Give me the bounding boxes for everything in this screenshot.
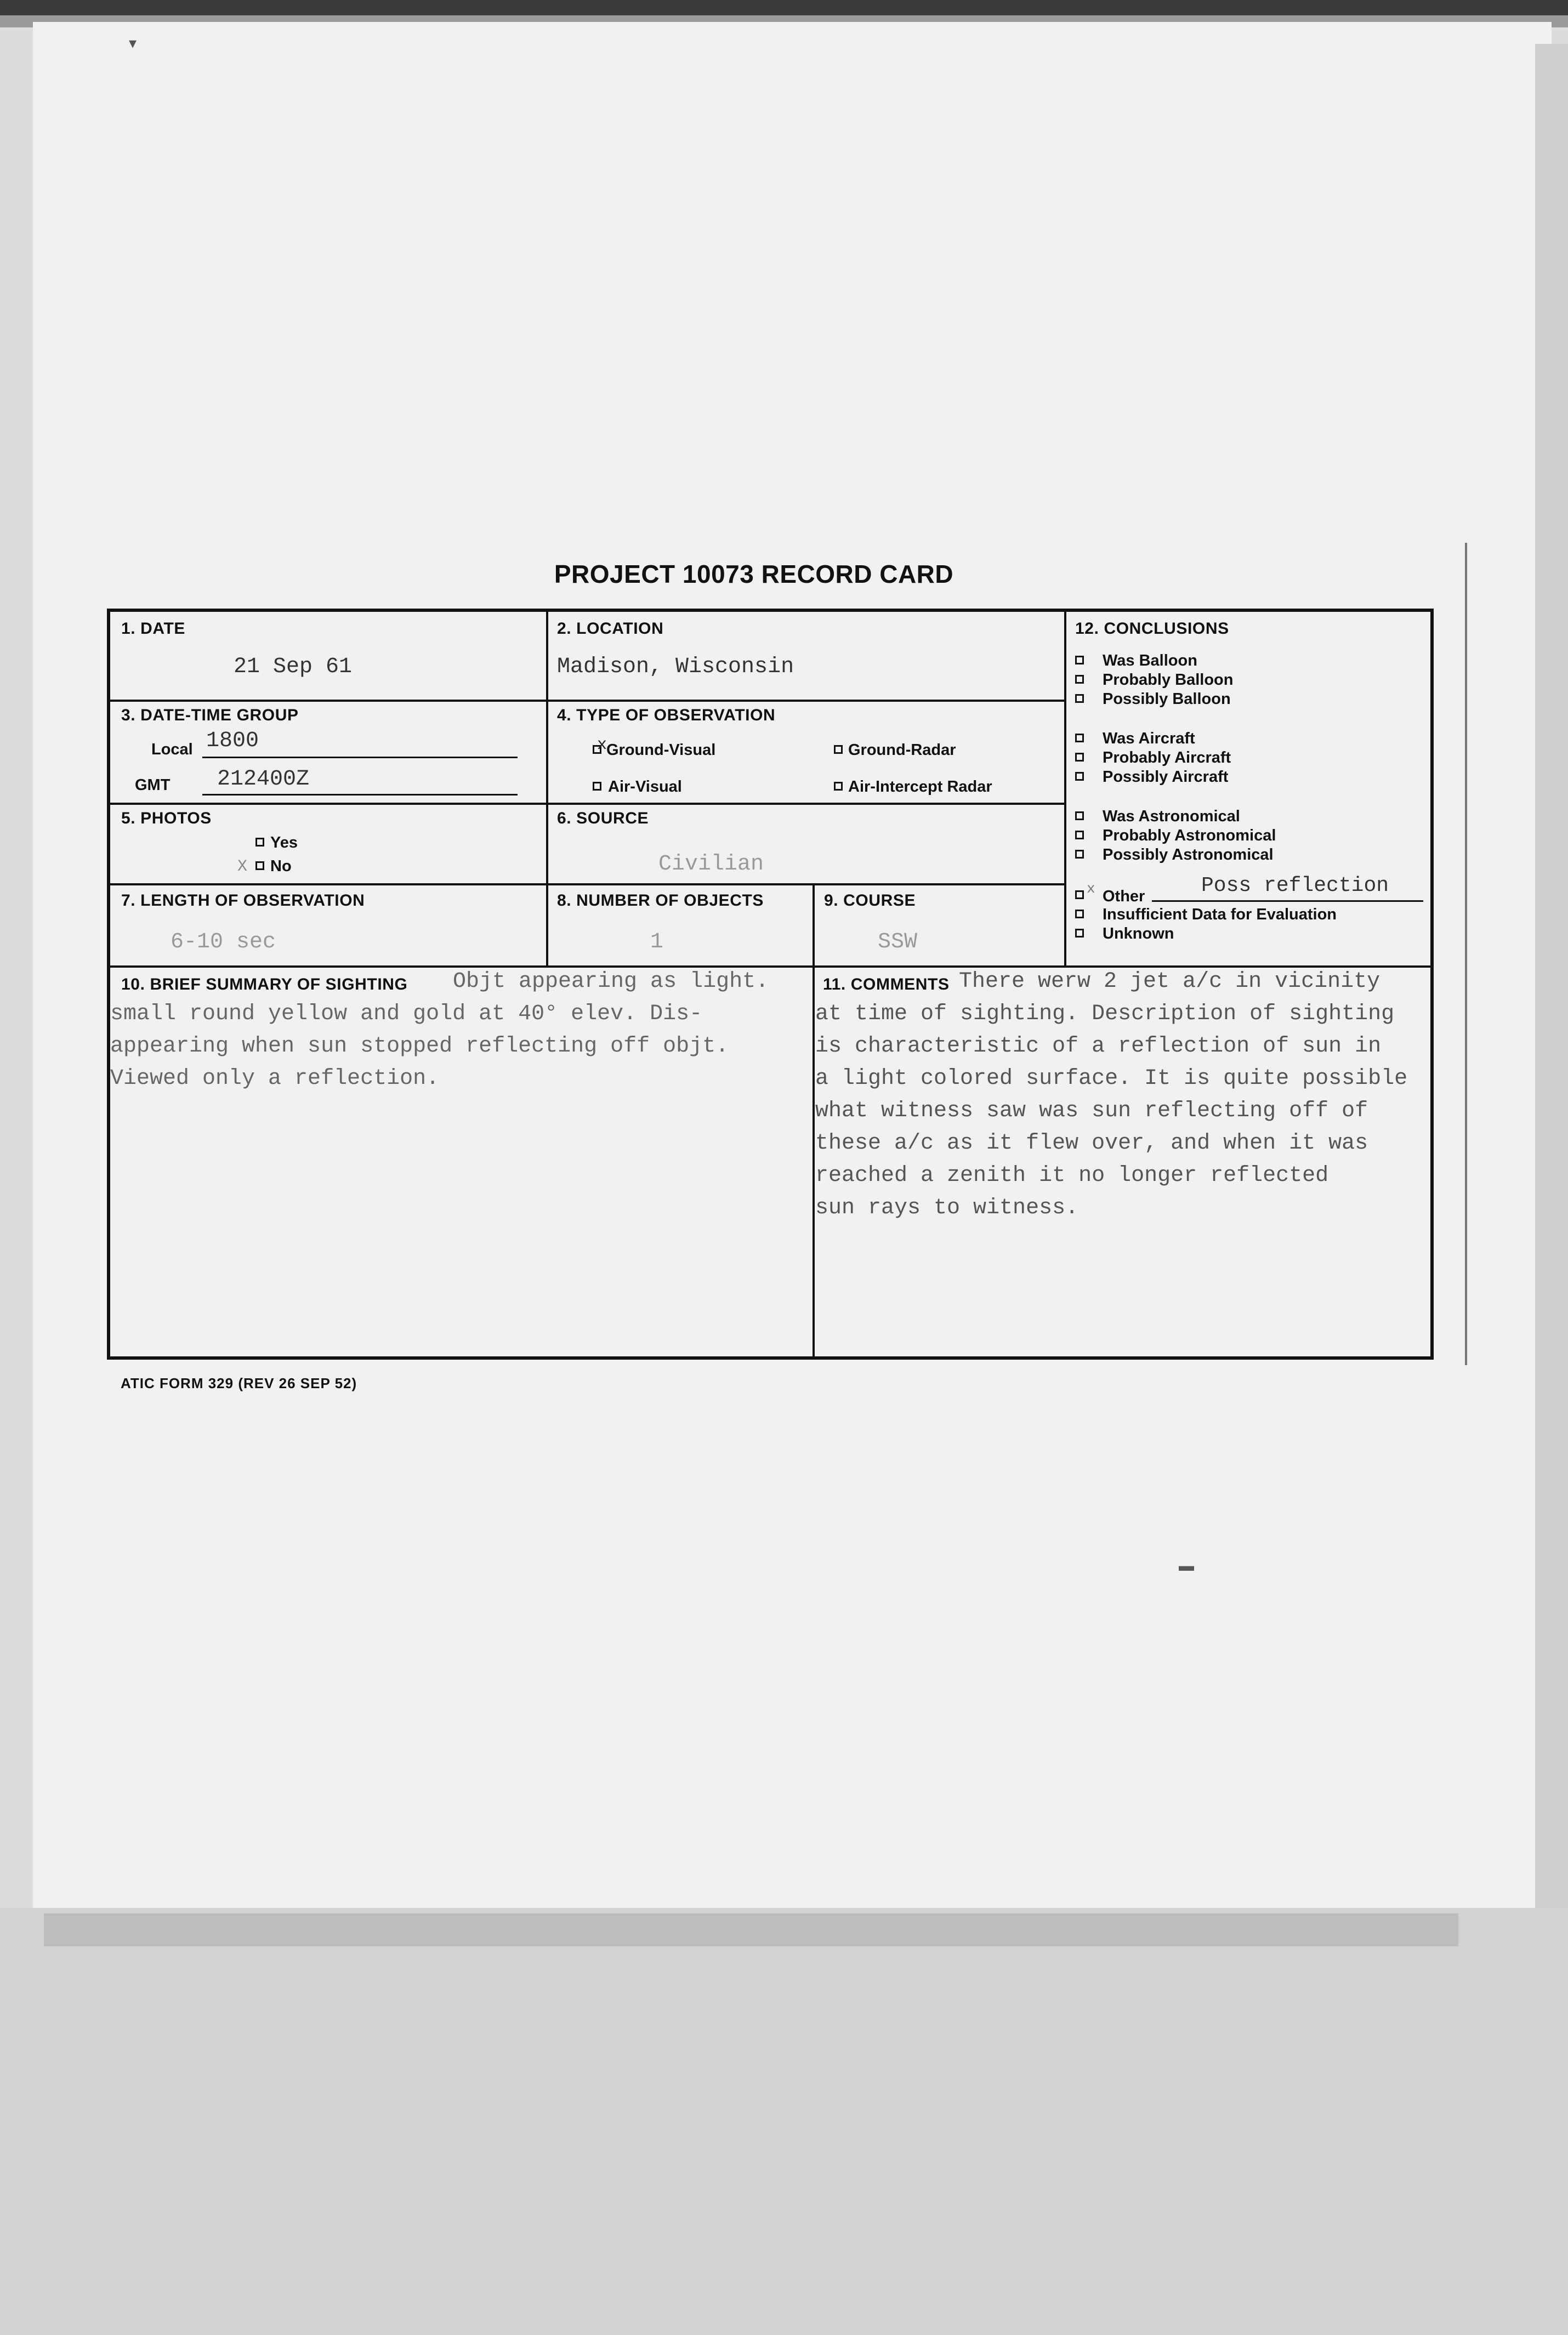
photos-no-label: No bbox=[270, 857, 292, 875]
air-visual-label: Air-Visual bbox=[608, 778, 682, 796]
comments-line: a light colored surface. It is quite possible bbox=[815, 1066, 1408, 1091]
was-aircraft-checkbox[interactable] bbox=[1075, 734, 1084, 742]
comments-label: 11. COMMENTS bbox=[823, 975, 950, 993]
probably-astronomical-checkbox[interactable] bbox=[1075, 831, 1084, 839]
ground-radar-checkbox[interactable] bbox=[834, 745, 843, 754]
air-intercept-radar-checkbox[interactable] bbox=[834, 782, 843, 791]
course-label: 9. COURSE bbox=[824, 891, 916, 910]
card-right-rule bbox=[1465, 543, 1467, 1365]
probably-balloon-checkbox[interactable] bbox=[1075, 675, 1084, 684]
type-of-observation-label: 4. TYPE OF OBSERVATION bbox=[557, 706, 776, 724]
air-visual-checkbox[interactable] bbox=[593, 782, 601, 791]
paper-edge bbox=[1535, 44, 1568, 1908]
comments-line: these a/c as it flew over, and when it was bbox=[815, 1131, 1368, 1156]
date-label: 1. DATE bbox=[121, 620, 185, 638]
other-mark: x bbox=[1087, 880, 1095, 897]
length-of-observation-label: 7. LENGTH OF OBSERVATION bbox=[121, 891, 365, 910]
brief-summary-label: 10. BRIEF SUMMARY OF SIGHTING bbox=[121, 975, 408, 993]
rule-col1 bbox=[546, 612, 548, 965]
ground-radar-label: Ground-Radar bbox=[848, 741, 956, 759]
number-of-objects-value: 1 bbox=[650, 930, 664, 955]
probably-balloon-label: Probably Balloon bbox=[1103, 671, 1234, 689]
comments-line: what witness saw was sun reflecting off of bbox=[815, 1099, 1368, 1123]
probably-aircraft-checkbox[interactable] bbox=[1075, 753, 1084, 762]
was-astronomical-label: Was Astronomical bbox=[1103, 808, 1240, 825]
rule-row3 bbox=[110, 883, 1064, 885]
rule-row2 bbox=[110, 803, 1064, 805]
possibly-astronomical-checkbox[interactable] bbox=[1075, 850, 1084, 859]
brief-summary-line: appearing when sun stopped reflecting off objt. bbox=[110, 1034, 729, 1059]
photos-no-mark: X bbox=[237, 857, 248, 876]
gmt-value: 212400Z bbox=[217, 767, 310, 792]
date-time-group-label: 3. DATE-TIME GROUP bbox=[121, 706, 299, 724]
date-value: 21 Sep 61 bbox=[234, 655, 353, 679]
rule-col2 bbox=[813, 883, 815, 965]
card-title: PROJECT 10073 RECORD CARD bbox=[554, 560, 954, 588]
form-identifier: ATIC FORM 329 (REV 26 SEP 52) bbox=[121, 1375, 357, 1391]
gmt-underline bbox=[202, 794, 518, 796]
number-of-objects-label: 8. NUMBER OF OBJECTS bbox=[557, 891, 764, 910]
scan-speck: ▬ bbox=[1179, 1557, 1194, 1574]
comments-text bbox=[815, 998, 1407, 1224]
length-of-observation-value: 6-10 sec bbox=[171, 930, 276, 955]
brief-summary-line1: Objt appearing as light. bbox=[453, 969, 769, 994]
unknown-label: Unknown bbox=[1103, 925, 1174, 942]
comments-line: reached a zenith it no longer reflected bbox=[815, 1163, 1329, 1188]
ground-visual-mark: x bbox=[597, 736, 607, 754]
gmt-label: GMT bbox=[135, 776, 171, 794]
was-astronomical-checkbox[interactable] bbox=[1075, 811, 1084, 820]
comments-line: sun rays to witness. bbox=[815, 1196, 1079, 1220]
location-label: 2. LOCATION bbox=[557, 620, 664, 638]
rule-col3 bbox=[1064, 612, 1066, 965]
insufficient-data-checkbox[interactable] bbox=[1075, 910, 1084, 918]
photos-no-checkbox[interactable] bbox=[255, 861, 264, 870]
was-balloon-checkbox[interactable] bbox=[1075, 656, 1084, 664]
probably-astronomical-label: Probably Astronomical bbox=[1103, 827, 1276, 844]
local-label: Local bbox=[151, 741, 193, 758]
source-label: 6. SOURCE bbox=[557, 809, 649, 827]
location-value: Madison, Wisconsin bbox=[557, 655, 794, 679]
record-card bbox=[107, 609, 1434, 1360]
possibly-aircraft-checkbox[interactable] bbox=[1075, 772, 1084, 781]
photos-yes-label: Yes bbox=[270, 834, 298, 851]
possibly-balloon-label: Possibly Balloon bbox=[1103, 690, 1231, 708]
scan-top-border bbox=[0, 0, 1568, 15]
comments-line: is characteristic of a reflection of sun in bbox=[815, 1034, 1382, 1059]
other-underline bbox=[1152, 900, 1423, 902]
other-value: Poss reflection bbox=[1201, 874, 1389, 897]
course-value: SSW bbox=[878, 930, 918, 955]
probably-aircraft-label: Probably Aircraft bbox=[1103, 749, 1231, 766]
air-intercept-radar-label: Air-Intercept Radar bbox=[848, 778, 992, 796]
brief-summary-line: Viewed only a reflection. bbox=[110, 1066, 440, 1091]
was-balloon-label: Was Balloon bbox=[1103, 652, 1197, 669]
other-checkbox[interactable] bbox=[1075, 890, 1084, 899]
scan-shadow-band bbox=[44, 1913, 1458, 1946]
brief-summary-text bbox=[110, 998, 729, 1095]
brief-summary-line: small round yellow and gold at 40° elev. Dis- bbox=[110, 1002, 703, 1026]
scan-speck: ▾ bbox=[129, 35, 137, 52]
possibly-astronomical-label: Possibly Astronomical bbox=[1103, 846, 1274, 863]
photos-yes-checkbox[interactable] bbox=[255, 838, 264, 846]
possibly-balloon-checkbox[interactable] bbox=[1075, 694, 1084, 703]
unknown-checkbox[interactable] bbox=[1075, 929, 1084, 938]
comments-line1: There werw 2 jet a/c in vicinity bbox=[959, 969, 1380, 994]
photos-label: 5. PHOTOS bbox=[121, 809, 212, 827]
conclusions-label: 12. CONCLUSIONS bbox=[1075, 620, 1229, 638]
comments-line: at time of sighting. Description of sighting bbox=[815, 1002, 1395, 1026]
ground-visual-label: Ground-Visual bbox=[606, 741, 716, 759]
rule-row1 bbox=[110, 700, 1064, 702]
rule-col-bottom bbox=[813, 965, 815, 1357]
other-label: Other bbox=[1103, 888, 1145, 905]
local-underline bbox=[202, 757, 518, 758]
possibly-aircraft-label: Possibly Aircraft bbox=[1103, 768, 1229, 786]
source-value: Civilian bbox=[658, 852, 764, 877]
local-value: 1800 bbox=[206, 729, 259, 753]
scan-background bbox=[0, 1908, 1568, 2335]
insufficient-data-label: Insufficient Data for Evaluation bbox=[1103, 906, 1337, 923]
was-aircraft-label: Was Aircraft bbox=[1103, 730, 1195, 747]
